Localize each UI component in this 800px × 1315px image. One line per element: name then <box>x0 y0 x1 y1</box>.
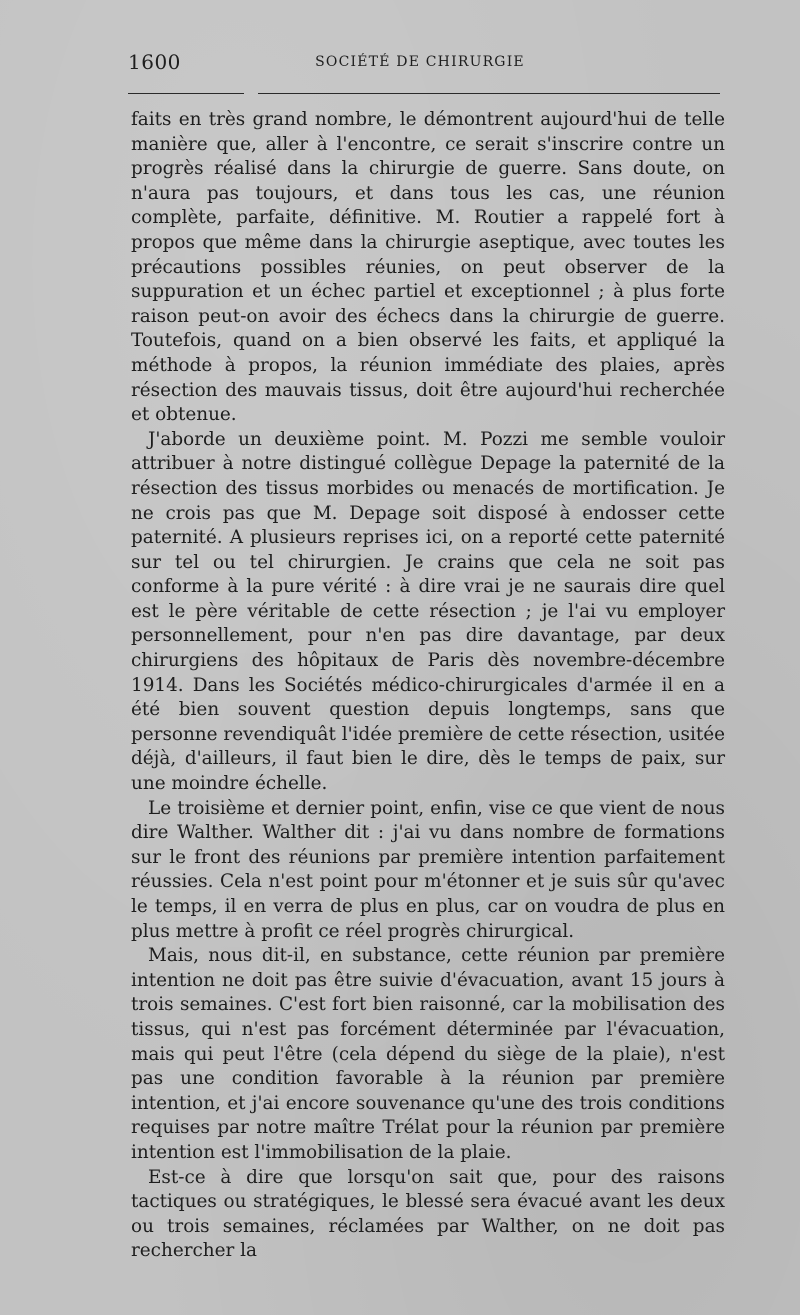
running-title: SOCIÉTÉ DE CHIRURGIE <box>315 54 525 70</box>
page-header <box>120 50 720 78</box>
paragraph-5: Est-ce à dire que lorsqu'on sait que, pour des raisons tactiques ou stratégiques, le blessé sera évacué avant les deux ou trois semaines, réclamées par Walther, on ne doit pas rechercher la <box>131 1166 725 1262</box>
paragraph-2: J'aborde un deuxième point. M. Pozzi me semble vouloir attribuer à notre distingué collègue Depage la paternité de la résection des tissus morbides ou menacés de mortification. Je ne crois pas que M. Depage soit disposé à endosser cette paternité. A plusieurs reprises ici, on a reporté cette paternité sur tel ou tel chirurgien. Je crains que cela ne soit pas conforme à la pure vérité : à dire vrai je ne saurais dire quel est le père véritable de cette résection ; je l'ai vu employer personnellement, pour n'en pas dire davantage, par deux chirurgiens des hôpitaux de Paris dès novembre-décembre 1914. Dans les Sociétés médico-chirurgicales d'armée il en a été bien souvent question depuis longtemps, sans que personne revendiquât l'idée première de cette résection, usitée déjà, d'ailleurs, il faut bien le dire, dès le temps de paix, sur une moindre échelle. <box>131 428 725 795</box>
paragraph-1: faits en très grand nombre, le démontrent aujourd'hui de telle manière que, aller à l'encontre, ce serait s'inscrire contre un progrès réalisé dans la chirurgie de guerre. Sans doute, on n'aura pas toujours, et dans tous les cas, une réunion complète, parfaite, définitive. M. Routier a rappelé fort à propos que même dans la chirurgie aseptique, avec toutes les précautions possibles réunies, on peut observer de la suppuration et un échec partiel et exceptionnel ; à plus forte raison peut-on avoir des échecs dans la chirurgie de guerre. Toutefois, quand on a bien observé les faits, et appliqué la méthode à propos, la réunion immédiate des plaies, après résection des mauvais tissus, doit être aujourd'hui recherchée et obtenue. <box>131 109 725 426</box>
paragraph-4: Mais, nous dit-il, en substance, cette réunion par première intention ne doit pas être suivie d'évacuation, avant 15 jours à trois semaines. C'est fort bien raisonné, car la mobilisation des tissus, qui n'est pas forcément déterminée par l'évacuation, mais qui peut l'être (cela dépend du siège de la plaie), n'est pas une condition favorable à la réunion par première intention, et j'ai encore souvenance qu'une des trois conditions requises par notre maître Trélat pour la réunion par première intention est l'immobilisation de la plaie. <box>131 945 725 1163</box>
body-text <box>131 108 725 1264</box>
page-number: 1600 <box>128 50 181 74</box>
header-rule-left <box>128 93 244 94</box>
paragraph-3: Le troisième et dernier point, enfin, vise ce que vient de nous dire Walther. Walther dit : j'ai vu dans nombre de formations sur le front des réunions par première intention parfaitement réussies. Cela n'est point pour m'étonner et je suis sûr qu'avec le temps, il en verra de plus en plus, car on voudra de plus en plus mettre à profit ce réel progrès chirurgical. <box>131 797 725 942</box>
header-rule-right <box>258 93 720 94</box>
